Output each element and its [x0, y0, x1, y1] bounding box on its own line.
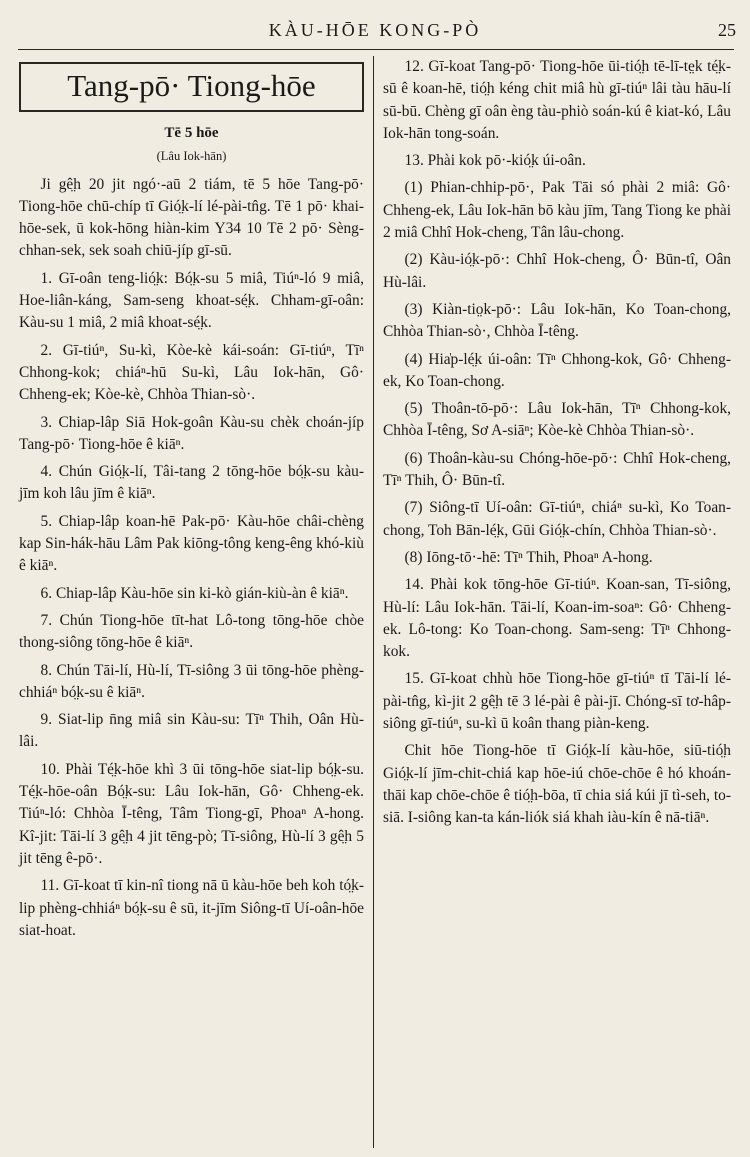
agenda-item-4: 4. Chún Gió̤k-lí, Tâi-tang 2 tōng-hōe bó̤k-su kàu-jīm koh lâu jīm ê kiāⁿ. [19, 463, 364, 503]
agenda-item-10: 10. Phài Té̤k-hōe khì 3 ūi tōng-hōe siat-lip bó̤k-su. Té̤k-hōe-oân Bó̤k-su: Lâu Iok-hān, Gô· Chheng-ek. Tiúⁿ-ló: Chhòa Ī-têng, Tâm Tiong-gī, Phoaⁿ A-hong. Kî-jit: Tāi-lí 3 gê̤h 4 jit tēng-pò; Tī-siông, Hù-lí 3 gê̤h 5 jit tēng ê-pō·. [19, 760, 364, 867]
article-author: (Lâu Iok-hān) [156, 149, 227, 164]
agenda-item-3: 3. Chiap-lâp Siā Hok-goân Kàu-su chèk choán-jíp Tang-pō· Tiong-hōe ê kiāⁿ. [19, 413, 364, 453]
agenda-item-9: 9. Siat-lip n̄ng miâ sin Kàu-su: Tīⁿ Thih, Oân Hù-lâi. [19, 711, 364, 751]
agenda-item-1: 1. Gī-oân teng-lió̤k: Bó̤k-su 5 miâ, Tiúⁿ-ló 9 miâ, Hoe-liân-káng, Sam-seng khoat-sé̤k. Chham-gī-oân: Kàu-su 1 miâ, 2 miâ khoat-sé̤k. [19, 269, 364, 332]
committee-item-8: (8) Iōng-tō·-hē: Tīⁿ Thih, Phoaⁿ A-hong. [404, 548, 653, 566]
committee-item-7: (7) Siông-tī Uí-oân: Gī-tiúⁿ, chiáⁿ su-kì, Ko Toan-chong, Toh Bān-lé̤k, Gūi Gió̤k-chín, Chhòa Thian-sò·. [383, 499, 731, 539]
header-rule [18, 49, 734, 50]
committee-item-5: (5) Thoân-tō-pō·: Lâu Iok-hān, Tīⁿ Chhong-kok, Chhòa Ī-têng, Sơ A-siāⁿ; Kòe-kè Chhòa Thian-sò·. [383, 400, 731, 440]
agenda-item-11: 11. Gī-koat tī kin-nî tiong nā ū kàu-hōe beh koh tó̤k-lip phèng-chhiáⁿ bó̤k-su ê sū, it-jīm Siông-tī Uí-oân-hōe siat-hoat. [19, 877, 364, 939]
intro-paragraph: Ji gê̤h 20 jit ngó·-aū 2 tiám, tē 5 hōe Tang-pō· Tiong-hōe chū-chíp tī Gió̤k-lí lé-pài-tn̂g. Tē 1 pō· khai-hōe-sek, ū kok-hōng hiàn-kim Y34 10 Tē 2 pō· Sèng-chhan-sek, sek soah chiū-jíp gī-sū. [19, 175, 364, 260]
left-column [19, 56, 364, 947]
agenda-item-6: 6. Chiap-lâp Kàu-hōe sin ki-kò gián-kiù-àn ê kiāⁿ. [40, 584, 349, 602]
agenda-item-2: 2. Gī-tiúⁿ, Su-kì, Kòe-kè kái-soán: Gī-tiúⁿ, Tīⁿ Chhong-kok; chiáⁿ-hū Su-kì, Lâu Iok-hān, Gô· Chheng-ek; Kòe-kè, Chhòa Thian-sò·. [19, 341, 364, 404]
committee-item-1: (1) Phian-chhip-pō·, Pak Tāi só phài 2 miâ: Gô· Chheng-ek, Lâu Iok-hān bō kàu jīm, Tang Tiong ke phài 2 miâ Chhî Hok-cheng, Tân lâu-chong. [383, 179, 731, 242]
agenda-item-14: 14. Phài kok tōng-hōe Gī-tiúⁿ. Koan-san, Tī-siông, Hù-lí: Lâu Iok-hān. Tāi-lí, Koan-im-soaⁿ: Gô· Chheng-ek. Lô-tong: Ko Toan-chong. Sam-seng: Tīⁿ Chhong-kok. [383, 576, 731, 661]
agenda-item-13: 13. Phài kok pō·-kió̤k úi-oân. [404, 152, 586, 170]
agenda-item-8: 8. Chún Tāi-lí, Hù-lí, Tī-siông 3 ūi tōng-hōe phèng-chhiáⁿ bó̤k-su ê kiāⁿ. [19, 661, 364, 701]
committee-item-2: (2) Kàu-ió̤k-pō·: Chhî Hok-cheng, Ô· Būn-tî, Oân Hù-lâi. [383, 251, 731, 291]
right-column [383, 56, 731, 835]
article-subtitle: Tē 5 hōe [164, 125, 219, 141]
committee-item-3: (3) Kiàn-tio̤k-pō·: Lâu Iok-hān, Ko Toan-chong, Chhòa Thian-sò·, Chhòa Ī-têng. [383, 300, 731, 341]
closing-note: Chit hōe Tiong-hōe tī Gió̤k-lí kàu-hōe, siū-tió̤h Gió̤k-lí jīm-chit-chiá kap hōe-iú chōe-chōe ê hó khoán-thāi kap chōe-chōe ê tió̤h-bōa, tī chia siá kúi jī tì-seh, to-siā. I-siông kan-ta kán-liók siá khah iàu-kín ê nā-tiāⁿ. [383, 742, 731, 827]
running-head [0, 20, 750, 44]
agenda-item-7: 7. Chún Tiong-hōe tīt-hat Lô-tong tōng-hōe chòe thong-siông tōng-hōe ê kiāⁿ. [19, 611, 364, 652]
running-title: KÀU-HŌE KONG-PÒ [268, 20, 482, 40]
page-number: 25 [718, 20, 736, 40]
agenda-item-5: 5. Chiap-lâp koan-hē Pak-pō· Kàu-hōe châi-chèng kap Sin-hák-hāu Lâm Pak kiōng-tông keng-êng khó-kiù ê kiāⁿ. [19, 512, 364, 575]
agenda-item-12: 12. Gī-koat Tang-pō· Tiong-hōe ūi-tió̤h tē-lī-te̤k té̤k-sū ê koan-hē, tió̤h kéng chit miâ hù gī-tiúⁿ lâi tàu hāu-lí sū-bū. Chèng gī oân èng tàu-phiò soán-kú ê kiat-kó, Lâu Iok-hān tong-soán. [383, 58, 731, 142]
column-divider [373, 56, 374, 1148]
committee-item-6: (6) Thoân-kàu-su Chóng-hōe-pō·: Chhî Hok-cheng, Tīⁿ Thih, Ô· Būn-tî. [383, 449, 731, 490]
committee-item-4: (4) Hia̍p-lé̤k úi-oân: Tīⁿ Chhong-kok, Gô· Chheng-ek, Ko Toan-chong. [383, 350, 731, 390]
article-title: Tang-pō· Tiong-hōe [19, 62, 364, 112]
agenda-item-15: 15. Gī-koat chhù hōe Tiong-hōe gī-tiúⁿ tī Tāi-lí lé-pài-tn̂g, kì-jit 2 gê̤h tē 3 lé-pài ê pài-jī. Chóng-sī tơ-hâp-siông gī-tiúⁿ, su-kì ū koân thang piàn-keng. [383, 670, 731, 733]
